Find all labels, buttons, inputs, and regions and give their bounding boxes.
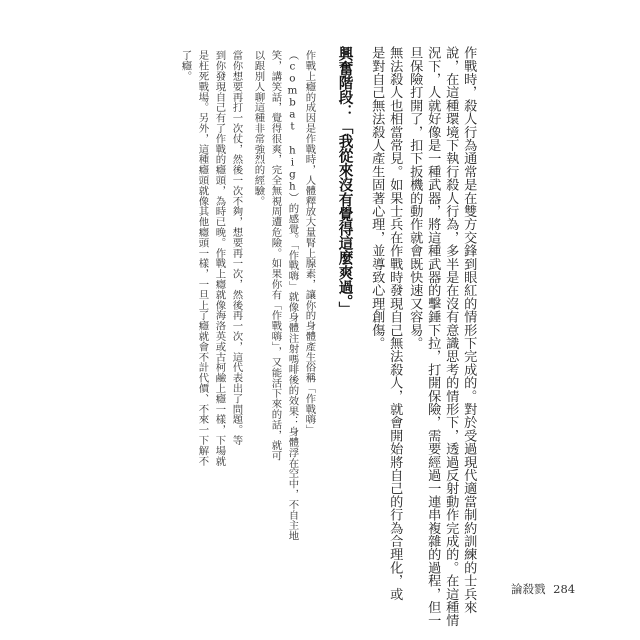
book-title: 論殺戮 bbox=[511, 582, 546, 596]
body-column-1: 作戰時，殺人行為通常是在雙方交鋒到眼紅的情形下完成的。對於受過現代適當制約訓練的士兵來 bbox=[461, 46, 477, 614]
section-heading: 興奮階段：「我從來沒有覺得這麼爽過。」 bbox=[336, 46, 354, 317]
page-footer bbox=[511, 581, 579, 597]
body-column-5: 無法殺人也相當常見。如果士兵在作戰時發現自己無法殺人，就會開始將自己的行為合理化，或 bbox=[387, 46, 403, 601]
body-column-6: 是對自己無法殺人產生固著心理，並導致心理創傷。 bbox=[369, 46, 385, 350]
body-column-2: 說，在這種環境下執行殺人行為，多半是在沒有意識思考的情形下，透過反射動作完成的。在這種情 bbox=[443, 46, 459, 627]
quote-column-8: 了癮。 bbox=[179, 50, 192, 82]
quote-column-5: 當你想要再打一次仗，然後一次不夠，想要再一次，然後再一次，這代表出了問題。等 bbox=[230, 50, 243, 446]
quote-column-7: 是枉死戰場。另外，這種癮頭就像其他癮頭一樣，一旦上了癮就會不計代價、不來一下解不 bbox=[196, 50, 209, 466]
body-column-3: 況下，人就好像是一種武器，將這種武器的擊錘下拉，打開保險，需要經過一連串複雜的過程，但一 bbox=[425, 46, 441, 627]
quote-column-1: 作戰上癮的成因是作戰時，人體釋放大量腎上腺素，讓你的身體產生俗稱「作戰嗨」 bbox=[303, 50, 316, 435]
quote-column-3: 笑，講笑話，覺得很爽，完全無視周遭危險。如果你有「作戰嗨」，又能活下來的話，就可 bbox=[269, 50, 282, 461]
quote-column-4: 以跟別人聊這種非常強烈的經驗。 bbox=[252, 50, 265, 206]
body-column-4: 旦保險打開了，扣下扳機的動作就會既快速又容易。 bbox=[407, 46, 423, 350]
quote-column-6: 到你發現自己有了作戰的癮頭，為時已晚。作戰上癮就像海洛英或古柯鹼上癮一樣，下場就 bbox=[213, 50, 226, 466]
quote-column-2: （combat high）的感覺。「作戰嗨」就像身體注射嗎啡後的效果：身體浮在空中，不自主地 bbox=[286, 50, 299, 541]
page-number: 284 bbox=[553, 582, 576, 596]
